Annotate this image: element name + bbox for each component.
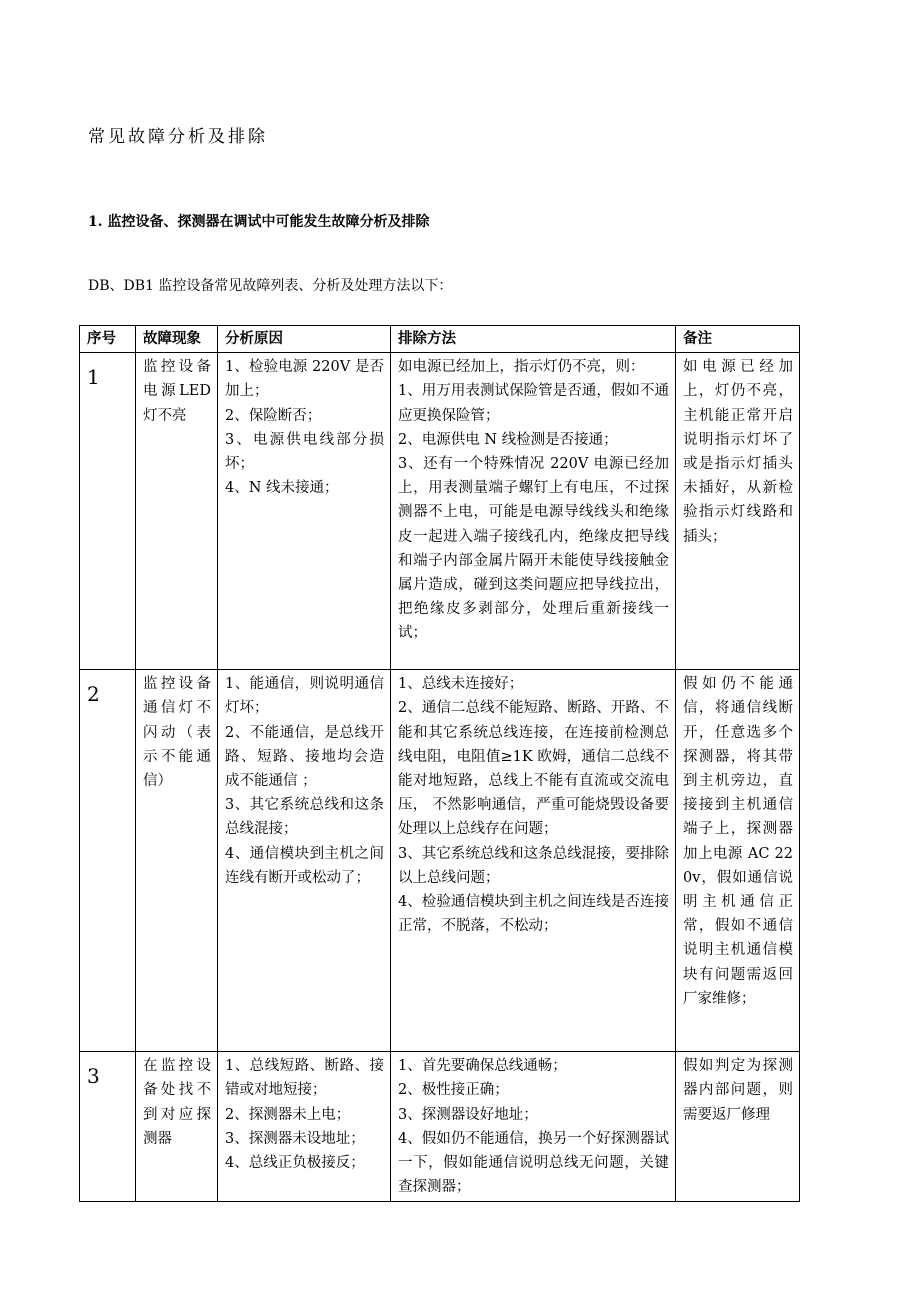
cause-item: 3、电源供电线部分损坏； (225, 431, 384, 473)
row-causes (218, 353, 391, 670)
page-title: 常见故障分析及排除 (88, 127, 268, 147)
cause-item: 2、保险断否； (225, 407, 322, 424)
row-symptom: 监控设备通信灯不闪动（表示不能通信） (136, 670, 218, 1052)
table-row (80, 670, 800, 1052)
row-methods (391, 670, 676, 1052)
cause-item: 1、总线短路、断路、接错或对地短接； (225, 1058, 384, 1099)
method-item: 4、假如仍不能通信，换另一个好探测器试一下，假如能通信说明总线无问题，关键查探测器； (398, 1130, 669, 1196)
method-item: 2、电源供电 N 线检测是否接通； (398, 431, 618, 448)
table-row (80, 1052, 800, 1202)
header-note: 备注 (676, 326, 800, 353)
row-note: 假如仍不能通信，将通信线断开，任意选多个探测器，将其带到主机旁边，直接接到主机通信端子上，探测器加上电源 AC 220v，假如通信说明主机通信正常，假如不通信说明主机通信模块有问题需返回厂家维修； (676, 670, 800, 1052)
row-causes (218, 670, 391, 1052)
header-cause: 分析原因 (218, 326, 391, 353)
row-number: 3 (80, 1052, 136, 1202)
cause-item: 3、探测器未设地址； (225, 1130, 365, 1147)
cause-item: 2、不能通信，是总线开路、短路、接地均会造成不能通信 ； (225, 724, 384, 790)
section-heading: 1. 监控设备、探测器在调试中可能发生故障分析及排除 (88, 214, 430, 230)
intro-text: DB、DB1 监控设备常见故障列表、分析及处理方法以下： (88, 278, 453, 294)
method-item: 1、首先要确保总线通畅； (398, 1058, 567, 1075)
method-item: 3、探测器设好地址； (398, 1106, 538, 1123)
row-note: 如电源已经加上，灯仍不亮，主机能正常开启说明指示灯坏了或是指示灯插头未插好，从新检验指示灯线路和插头； (676, 353, 800, 670)
row-causes (218, 1052, 391, 1202)
fault-table (79, 325, 800, 1202)
row-symptom: 在监控设备处找不到对应探测器 (136, 1052, 218, 1202)
header-method: 排除方法 (391, 326, 676, 353)
cause-item: 2、探测器未上电； (225, 1106, 351, 1123)
row-number: 2 (80, 670, 136, 1052)
table-header-row (80, 326, 800, 353)
row-note: 假如判定为探测器内部问题，则需要返厂修理 (676, 1052, 800, 1202)
cause-item: 3、其它系统总线和这条总线混接； (225, 797, 384, 838)
cause-item: 4、N 线未接通； (225, 480, 339, 497)
cause-item: 4、通信模块到主机之间连线有断开或松动了； (225, 845, 384, 886)
method-item: 1、总线未连接好； (398, 676, 524, 693)
cause-item: 1、能通信，则说明通信灯坏； (225, 676, 384, 717)
header-num: 序号 (80, 326, 136, 353)
method-item: 2、极性接正确； (398, 1082, 509, 1099)
row-methods (391, 353, 676, 670)
method-item: 1、用万用表测试保险管是否通，假如不通应更换保险管； (398, 383, 669, 424)
cause-item: 1、检验电源 220V 是否加上； (225, 359, 384, 400)
header-symptom: 故障现象 (136, 326, 218, 353)
method-item: 2、通信二总线不能短路、断路、开路、不能和其它系统总线连接，在连接前检测总线电阻，电阻值≥1K 欧姆，通信二总线不能对地短路，总线上不能有直流或交流电压， 不然影响通信，严重可能烧毁设备要处理以上总线存在问题； (398, 700, 669, 838)
table-row (80, 353, 800, 670)
row-methods (391, 1052, 676, 1202)
method-item: 3、还有一个特殊情况 220V 电源已经加上，用表测量端子螺钉上有电压，不过探测器不上电，可能是电源导线线头和绝缘皮一起进入端子接线孔内，绝缘皮把导线和端子内部金属片隔开未能使导线接触金属片造成，碰到这类问题应把导线拉出，把绝缘皮多剥部分，处理后重新接线一试； (398, 456, 669, 642)
method-item: 如电源已经加上，指示灯仍不亮，则： (398, 359, 645, 376)
method-item: 3、其它系统总线和这条总线混接，要排除以上总线问题； (398, 845, 669, 886)
method-item: 4、检验通信模块到主机之间连线是否连接正常，不脱落，不松动； (398, 894, 669, 935)
row-symptom: 监控设备电源LED灯不亮 (136, 353, 218, 670)
row-number: 1 (80, 353, 136, 670)
cause-item: 4、总线正负极接反； (225, 1155, 365, 1172)
